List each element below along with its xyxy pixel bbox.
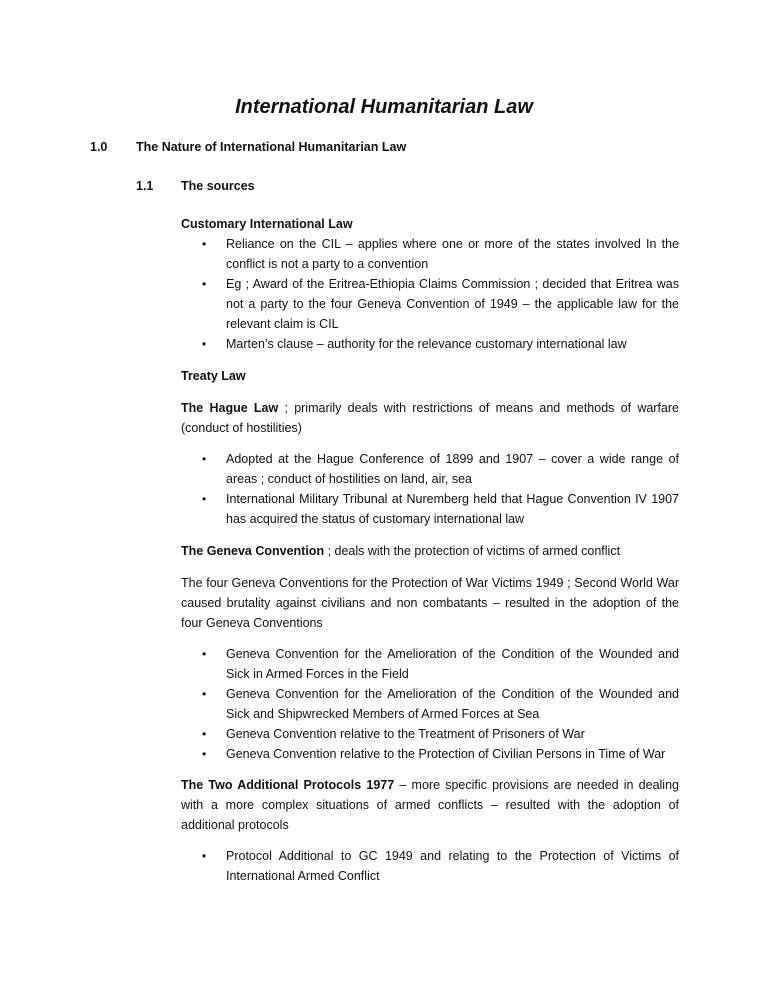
- list-item: • Geneva Convention for the Amelioration of the Condition of the Wounded and Sick in Armed Forces in the Field: [181, 644, 679, 684]
- customary-heading: Customary International Law: [181, 217, 353, 231]
- list-item: • Protocol Additional to GC 1949 and relating to the Protection of Victims of International Armed Conflict: [181, 846, 679, 886]
- protocols-paragraph: [181, 775, 679, 835]
- protocols-lead: The Two Additional Protocols 1977: [181, 778, 395, 792]
- subsection-heading: [136, 176, 255, 196]
- hague-paragraph: [181, 398, 679, 438]
- hague-section: [181, 449, 679, 529]
- protocols-text: – more specific provisions are needed in dealing with a more complex situations of armed conflicts – resulted with the adoption of additional protocols: [181, 778, 679, 832]
- list-item: • Geneva Convention relative to the Protection of Civilian Persons in Time of War: [181, 744, 679, 764]
- list-item: • Eg ; Award of the Eritrea-Ethiopia Claims Commission ; decided that Eritrea was not a party to the four Geneva Convention of 1949 – the applicable law for the relevant claim is CIL: [181, 274, 679, 334]
- hague-text: ; primarily deals with restrictions of means and methods of warfare (conduct of hostilities): [181, 401, 679, 435]
- subsection-title: The sources: [181, 179, 255, 193]
- protocols-bullets: [181, 846, 679, 886]
- section-heading: [90, 137, 406, 157]
- geneva-text: ; deals with the protection of victims of armed conflict: [324, 544, 621, 558]
- list-item: • Reliance on the CIL – applies where one or more of the states involved In the conflict is not a party to a convention: [181, 234, 679, 274]
- list-item: • Geneva Convention for the Amelioration of the Condition of the Wounded and Sick and Shipwrecked Members of Armed Forces at Sea: [181, 684, 679, 724]
- geneva-paragraph: The four Geneva Conventions for the Protection of War Victims 1949 ; Second World War caused brutality against civilians and non combatants – resulted in the adoption of the four Geneva Conventions: [181, 576, 679, 630]
- protocols-section: [181, 846, 679, 886]
- list-item: • Geneva Convention relative to the Treatment of Prisoners of War: [181, 724, 679, 744]
- list-item: • Adopted at the Hague Conference of 1899 and 1907 – cover a wide range of areas ; conduct of hostilities on land, air, sea: [181, 449, 679, 489]
- document-title: International Humanitarian Law: [235, 96, 533, 118]
- list-item: • International Military Tribunal at Nuremberg held that Hague Convention IV 1907 has acquired the status of customary international law: [181, 489, 679, 529]
- list-item: • Marten’s clause – authority for the relevance customary international law: [181, 334, 679, 354]
- hague-bullets: [181, 449, 679, 529]
- section-title: The Nature of International Humanitarian Law: [136, 140, 407, 154]
- customary-section: [181, 214, 679, 354]
- customary-bullets: [181, 234, 679, 354]
- geneva-bullets: [181, 644, 679, 764]
- geneva-heading-paragraph: [181, 541, 679, 561]
- geneva-lead: The Geneva Convention: [181, 544, 325, 558]
- subsection-number: 1.1: [136, 179, 154, 193]
- hague-lead: The Hague Law: [181, 401, 279, 415]
- section-number: 1.0: [90, 140, 108, 154]
- geneva-section: [181, 644, 679, 764]
- treaty-heading: Treaty Law: [181, 369, 246, 383]
